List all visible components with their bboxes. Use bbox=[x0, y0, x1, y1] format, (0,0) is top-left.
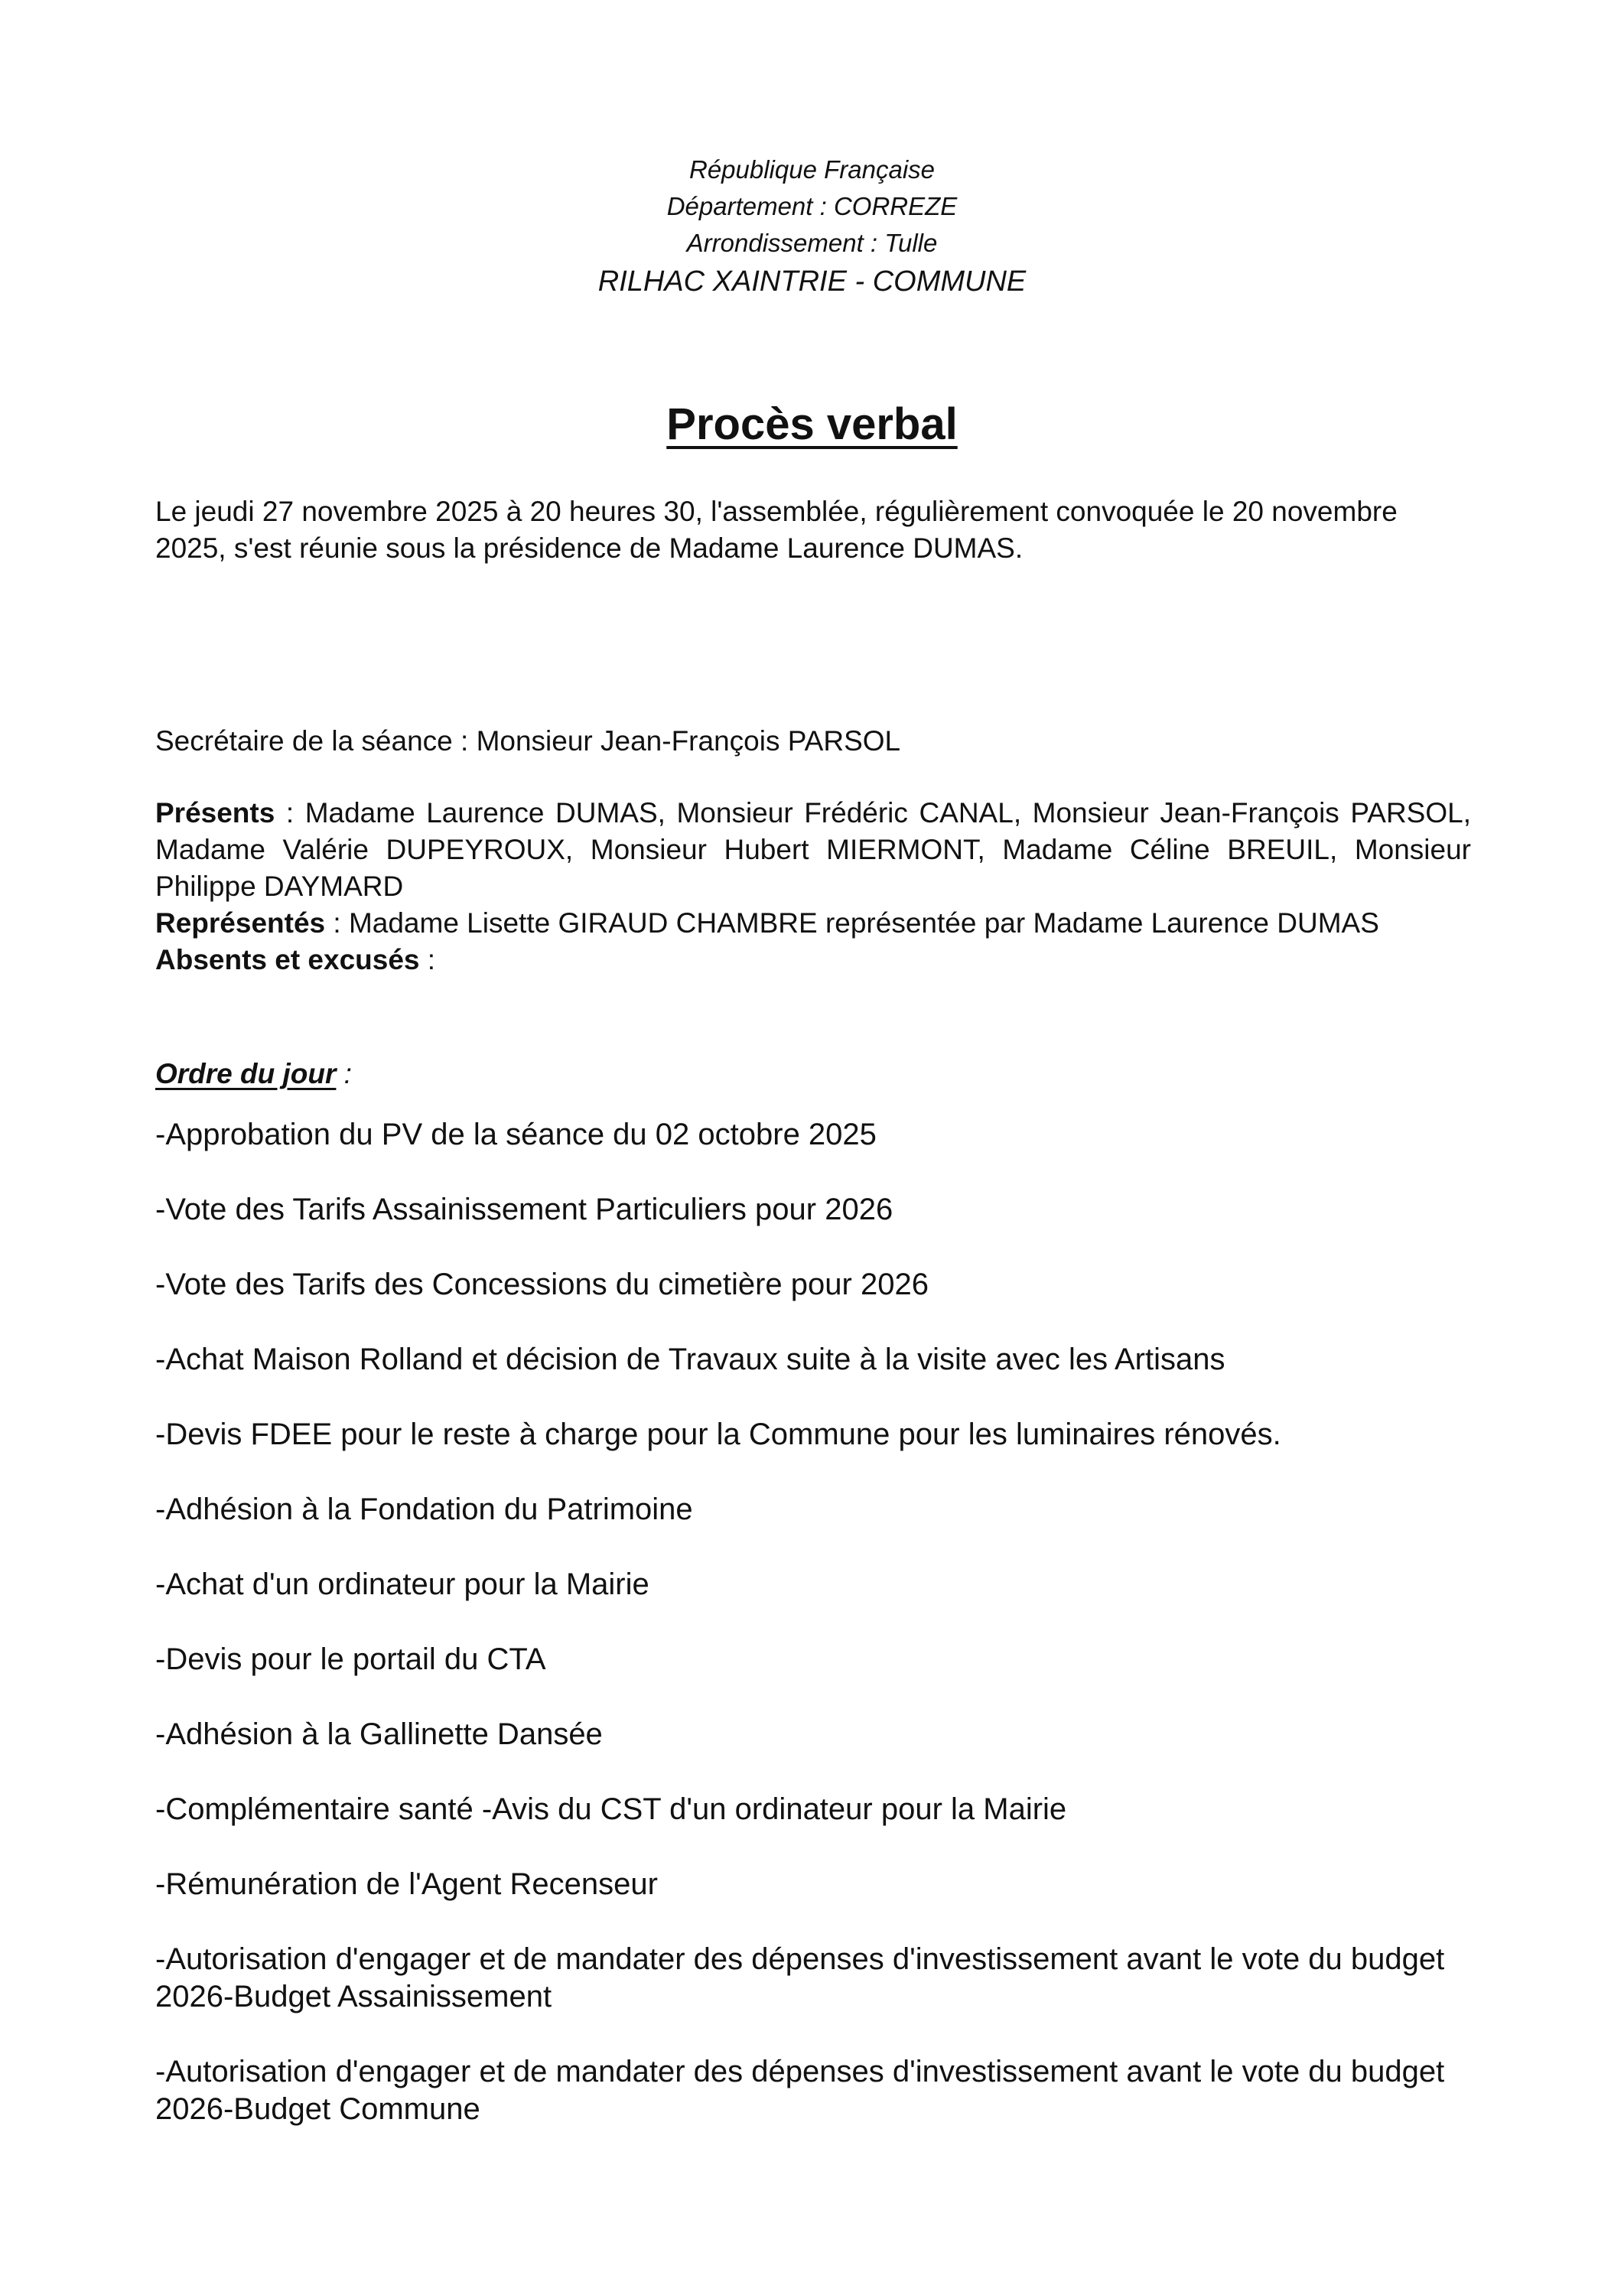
agenda-item: -Achat Maison Rolland et décision de Travaux suite à la visite avec les Artisans bbox=[155, 1343, 1225, 1376]
representes-text: : Madame Lisette GIRAUD CHAMBRE représentée par Madame Laurence DUMAS bbox=[325, 907, 1379, 939]
agenda-item: -Autorisation d'engager et de mandater des dépenses d'investissement avant le vote du budget 2026-Budget Commune bbox=[155, 2055, 1445, 2126]
absents-text: : bbox=[419, 944, 436, 975]
absents-line bbox=[155, 942, 1471, 978]
agenda-item: -Autorisation d'engager et de mandater des dépenses d'investissement avant le vote du budget 2026-Budget Assainissement bbox=[155, 1942, 1445, 2013]
agenda-item: -Achat d'un ordinateur pour la Mairie bbox=[155, 1567, 649, 1601]
ordre-du-jour-label: Ordre du jour bbox=[155, 1058, 337, 1089]
agenda-item: -Devis FDEE pour le reste à charge pour la Commune pour les luminaires rénovés. bbox=[155, 1418, 1281, 1451]
ordre-du-jour-heading bbox=[155, 1056, 1471, 1092]
document-header bbox=[0, 151, 1624, 301]
representes-label: Représentés bbox=[155, 907, 326, 939]
presents-text: : Madame Laurence DUMAS, Monsieur Frédéric CANAL, Monsieur Jean-François PARSOL, Madame Valérie DUPEYROUX, Monsieur Hubert MIERMONT, Madame Céline BREUIL, Monsieur Philippe DAYMARD bbox=[155, 797, 1471, 902]
agenda-item: -Complémentaire santé -Avis du CST d'un ordinateur pour la Mairie bbox=[155, 1792, 1067, 1826]
attendance-section bbox=[155, 795, 1471, 978]
agenda-item: -Vote des Tarifs Assainissement Particuliers pour 2026 bbox=[155, 1193, 893, 1226]
page-title: Procès verbal bbox=[666, 399, 958, 449]
presents-label: Présents bbox=[155, 797, 275, 828]
header-commune: RILHAC XAINTRIE - COMMUNE bbox=[597, 265, 1027, 298]
agenda-item: -Adhésion à la Fondation du Patrimoine bbox=[155, 1493, 693, 1526]
header-arrondissement: Arrondissement : Tulle bbox=[686, 229, 938, 257]
absents-label: Absents et excusés bbox=[155, 944, 420, 975]
presents-line bbox=[155, 795, 1471, 905]
agenda-item: -Vote des Tarifs des Concessions du cimetière pour 2026 bbox=[155, 1268, 929, 1301]
representes-line bbox=[155, 905, 1471, 942]
secretaire-line: Secrétaire de la séance : Monsieur Jean-François PARSOL bbox=[155, 725, 901, 757]
header-republique: République Française bbox=[688, 155, 936, 184]
agenda-item: -Adhésion à la Gallinette Dansée bbox=[155, 1717, 603, 1751]
header-departement: Département : CORREZE bbox=[666, 192, 958, 220]
intro-paragraph: Le jeudi 27 novembre 2025 à 20 heures 30, l'assemblée, régulièrement convoquée le 20 novembre 2025, s'est réunie sous la présidence de Madame Laurence DUMAS. bbox=[155, 496, 1398, 564]
agenda-item: -Devis pour le portail du CTA bbox=[155, 1642, 546, 1676]
ordre-du-jour-suffix: : bbox=[336, 1058, 352, 1089]
agenda-item: -Rémunération de l'Agent Recenseur bbox=[155, 1867, 658, 1901]
agenda-item: -Approbation du PV de la séance du 02 octobre 2025 bbox=[155, 1118, 877, 1151]
agenda-list bbox=[155, 1116, 1479, 2166]
